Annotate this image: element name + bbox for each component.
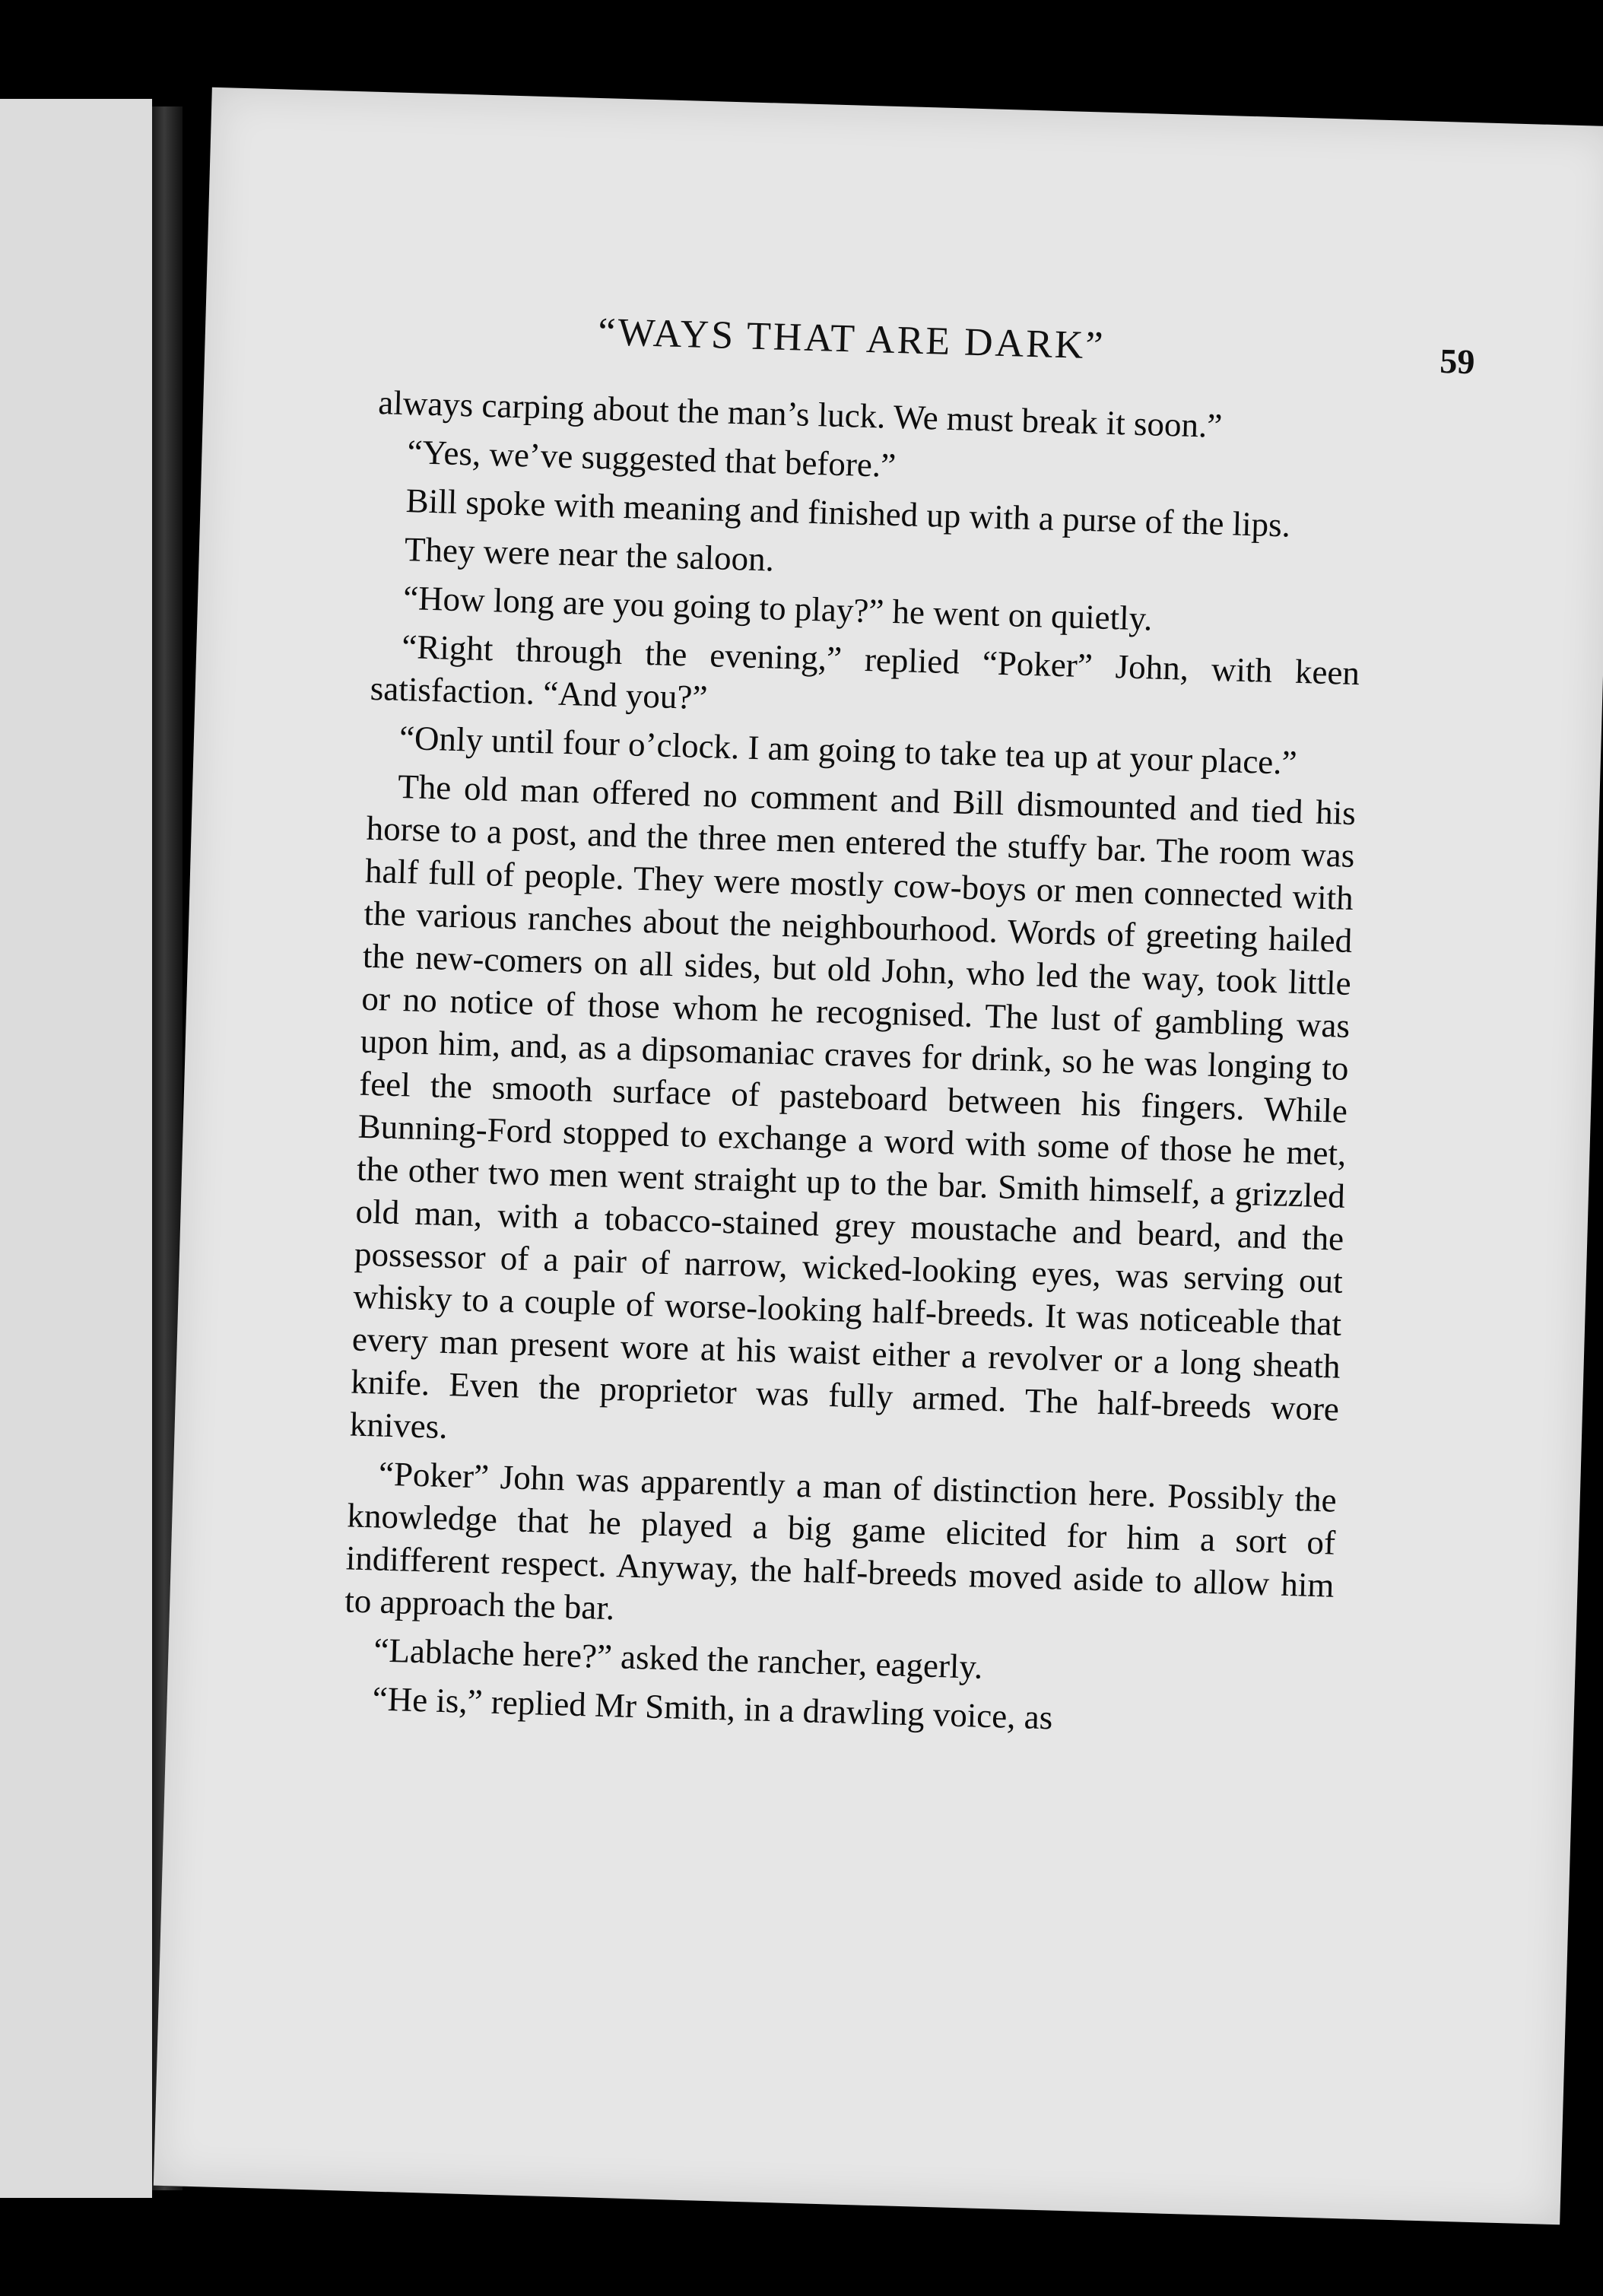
paragraph: “How long are you going to play?” he went on quietly.	[402, 579, 1154, 638]
paragraph: “Yes, we’ve suggested that before.”	[406, 433, 897, 485]
paragraph: “Lablache here?” asked the rancher, eagerly.	[373, 1631, 983, 1686]
paragraph: “He is,” replied Mr Smith, in a drawling voice, as	[372, 1679, 1053, 1737]
paragraph: The old man offered no comment and Bill dismounted and tied his horse to a post, and the three men entered the stuffy bar. The room was half full of people. They were mostly cow-boys or men connected with the various ranches about the neighbourhood. Words of greeting hailed the new-comers on all sides, but old John, who led the way, took little or no notice of those whom he recognised. The lust of gambling was upon him, and, as a dipsomaniac craves for drink, so he was longing to feel the smooth surface of pasteboard between his fingers. While Bunning-Ford stopped to exchange a word with some of those he met, the other two men went straight up to the bar. Smith himself, a grizzled old man, with a tobacco-stained grey moustache and beard, and the possessor of a pair of narrow, wicked-looking eyes, was serving out whisky to a couple of worse-looking half-breeds. It was noticeable that every man present wore at his waist either a revolver or a long sheath knife. Even the proprietor was fully armed. The half-breeds wore knives.	[349, 767, 1357, 1447]
book-page	[154, 87, 1603, 2225]
body-text	[341, 381, 1367, 1753]
paragraph: “Only until four o’clock. I am going to take tea up at your place.”	[398, 718, 1298, 782]
paragraph: “Right through the evening,” replied “Poker” John, with keen satisfaction. “And you?”	[370, 627, 1360, 717]
paragraph: They were near the saloon.	[404, 530, 775, 579]
paragraph: “Poker” John was apparently a man of distinction here. Possibly the knowledge that he played a big game elicited for him a sort of indifferent respect. Anyway, the half-breeds moved aside to allow him to approach the bar.	[344, 1454, 1338, 1628]
paragraph: Bill spoke with meaning and finished up with a purse of the lips.	[405, 481, 1291, 545]
paragraph: always carping about the man’s luck. We must break it soon.”	[377, 383, 1223, 445]
running-head: “WAYS THAT ARE DARK”	[597, 310, 1106, 368]
facing-page-edge	[0, 99, 152, 2198]
page-number: 59	[1439, 341, 1476, 382]
